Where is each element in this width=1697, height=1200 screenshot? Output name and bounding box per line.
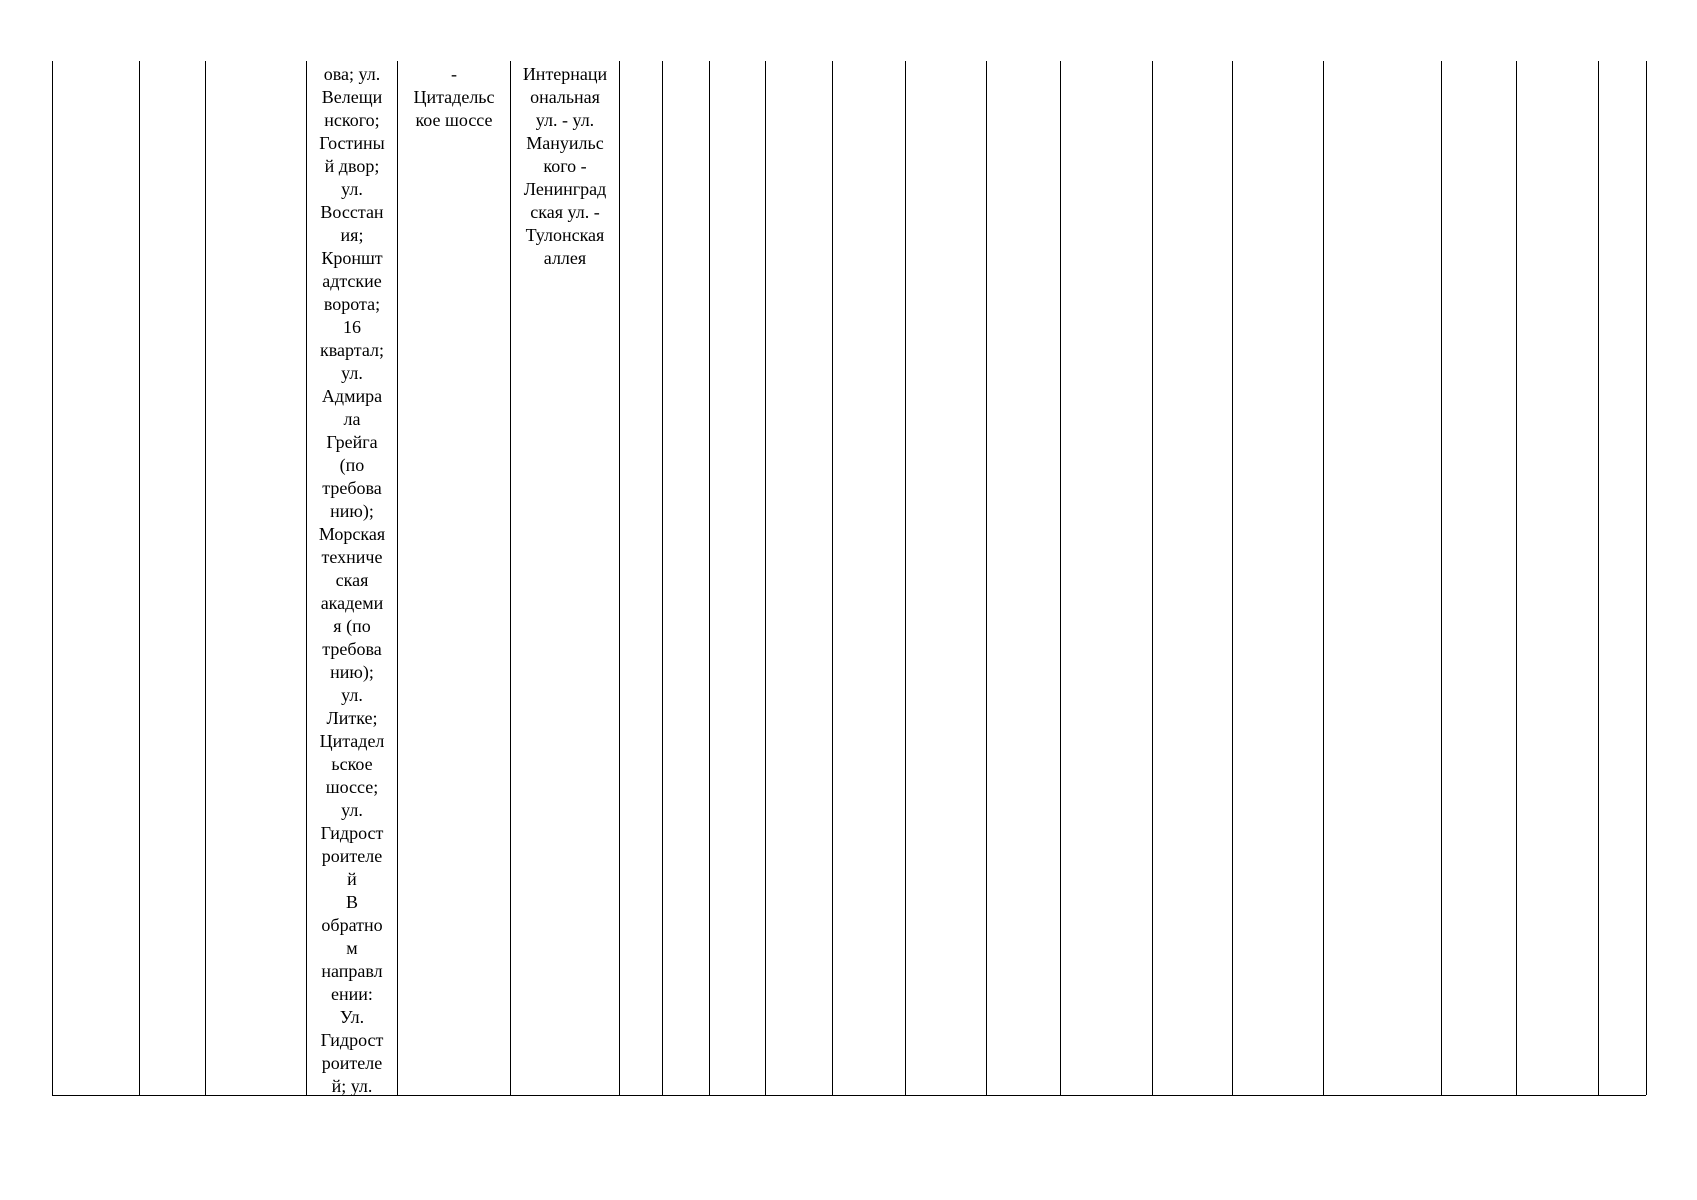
table-column-18 bbox=[1442, 61, 1517, 1095]
table-column-7 bbox=[620, 61, 663, 1095]
table-column-16 bbox=[1233, 61, 1324, 1095]
table-column-10 bbox=[766, 61, 833, 1095]
table-column-19 bbox=[1517, 61, 1599, 1095]
table-column-streets bbox=[511, 61, 620, 1095]
end-point-cell: - Цитадельс кое шоссе bbox=[413, 64, 495, 130]
table-column-1 bbox=[53, 61, 140, 1095]
table-column-12 bbox=[906, 61, 987, 1095]
table-column-14 bbox=[1061, 61, 1153, 1095]
streets-cell: Интернаци ональная ул. - ул. Мануильс кого - Ленинград ская ул. - Тулонская аллея bbox=[522, 64, 608, 268]
table-column-9 bbox=[710, 61, 766, 1095]
table-column-2 bbox=[140, 61, 206, 1095]
route-table bbox=[52, 61, 1646, 1096]
table-column-3 bbox=[206, 61, 307, 1095]
table-column-end-point bbox=[398, 61, 511, 1095]
table-column-13 bbox=[987, 61, 1061, 1095]
table-column-stops bbox=[307, 61, 398, 1095]
table-column-11 bbox=[833, 61, 906, 1095]
stops-list-cell: ова; ул. Велещи нского; Гостины й двор; ул. Восстан ия; Кроншт адтские ворота; 16 квартал; ул. Адмира ла Грейга (по требова нию); Морская техниче ская академи я (по требова нию); ул. Литке; Цитадел ьское шоссе; ул. Гидрост роителе й В обратно м направл ении: Ул. Гидрост роителе й; ул. bbox=[318, 64, 386, 1095]
table-column-15 bbox=[1153, 61, 1233, 1095]
table-column-20 bbox=[1599, 61, 1647, 1095]
table-column-17 bbox=[1324, 61, 1442, 1095]
table-column-8 bbox=[663, 61, 710, 1095]
